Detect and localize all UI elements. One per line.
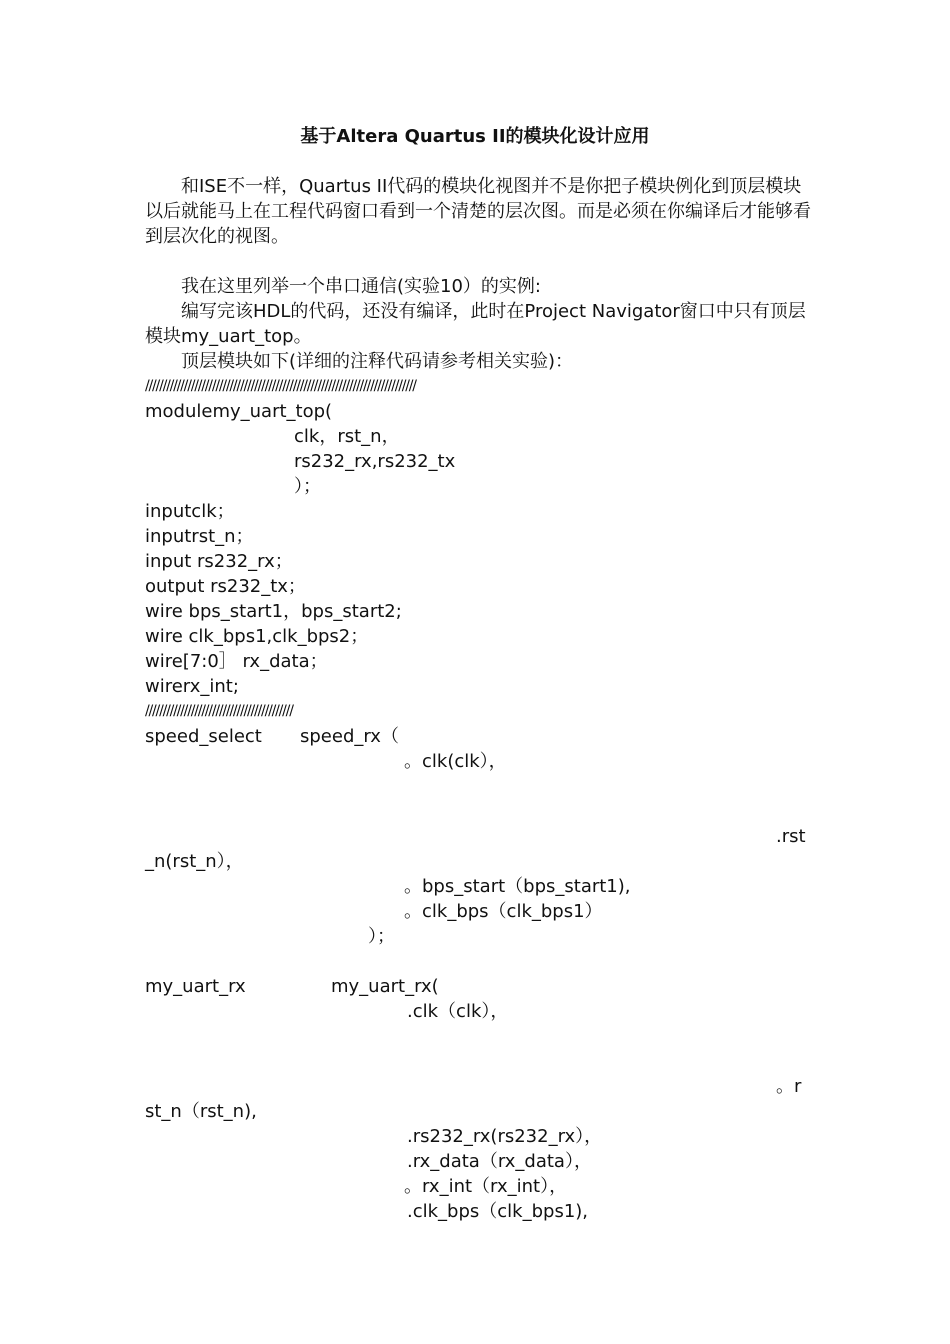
code-line: .clk（clk），: [407, 1001, 509, 1022]
intro-paragraph: 和ISE不一样，Quartus II代码的模块化视图并不是你把子模块例化到顶层模块以后就能马上在工程代码窗口看到一个清楚的层次图。而是必须在你编译后才能够看到层次化的视图。: [145, 176, 811, 247]
code-line: .rst: [776, 826, 806, 847]
code-line: wire[7:0］ rx_data；: [145, 651, 328, 672]
code-line: output rs232_tx；: [145, 576, 306, 597]
code-line: input rs232_rx；: [145, 551, 293, 572]
code-line: wirerx_int;: [145, 676, 239, 697]
code-line: .clk_bps（clk_bps1),: [407, 1201, 589, 1222]
code-line: inputrst_n；: [145, 526, 254, 547]
code-line: my_uart_rx: [145, 976, 246, 997]
code-line: ）；: [294, 476, 321, 497]
code-separator: //////////////////////////////////////////: [145, 703, 293, 719]
code-line: modulemy_uart_top(: [145, 401, 333, 422]
code-line: wire bps_start1，bps_start2;: [145, 601, 402, 622]
code-line: _n(rst_n），: [145, 851, 244, 872]
code-line: speed_rx（: [300, 726, 399, 747]
code-line: 。r: [776, 1076, 802, 1097]
code-line: .rs232_rx(rs232_rx），: [407, 1126, 603, 1147]
example-paragraph: 我在这里列举一个串口通信(实验10）的实例:: [181, 276, 541, 297]
code-line: 。rx_int（rx_int），: [404, 1176, 568, 1197]
top-module-paragraph: 顶层模块如下(详细的注释代码请参考相关实验)：: [181, 351, 574, 372]
code-line: 。clk_bps（clk_bps1）: [404, 901, 603, 922]
code-line: .rx_data（rx_data），: [407, 1151, 592, 1172]
code-line: clk，rst_n，: [294, 426, 400, 447]
code-line: wire clk_bps1,clk_bps2；: [145, 626, 369, 647]
document-title: 基于Altera Quartus II的模块化设计应用: [300, 126, 650, 147]
code-line: inputclk；: [145, 501, 235, 522]
code-line: rs232_rx,rs232_tx: [294, 451, 456, 472]
code-separator: /////////////////////////////////////////////////////////////////////////////: [145, 378, 416, 394]
code-line: my_uart_rx(: [331, 976, 439, 997]
code-line: ）；: [368, 926, 395, 947]
status-paragraph: 编写完该HDL的代码，还没有编译，此时在Project Navigator窗口中只有顶层模块my_uart_top。: [145, 301, 806, 347]
code-line: speed_select: [145, 726, 262, 747]
code-line: st_n（rst_n),: [145, 1101, 257, 1122]
code-line: 。clk(clk），: [404, 751, 507, 772]
code-line: 。bps_start（bps_start1),: [404, 876, 631, 897]
